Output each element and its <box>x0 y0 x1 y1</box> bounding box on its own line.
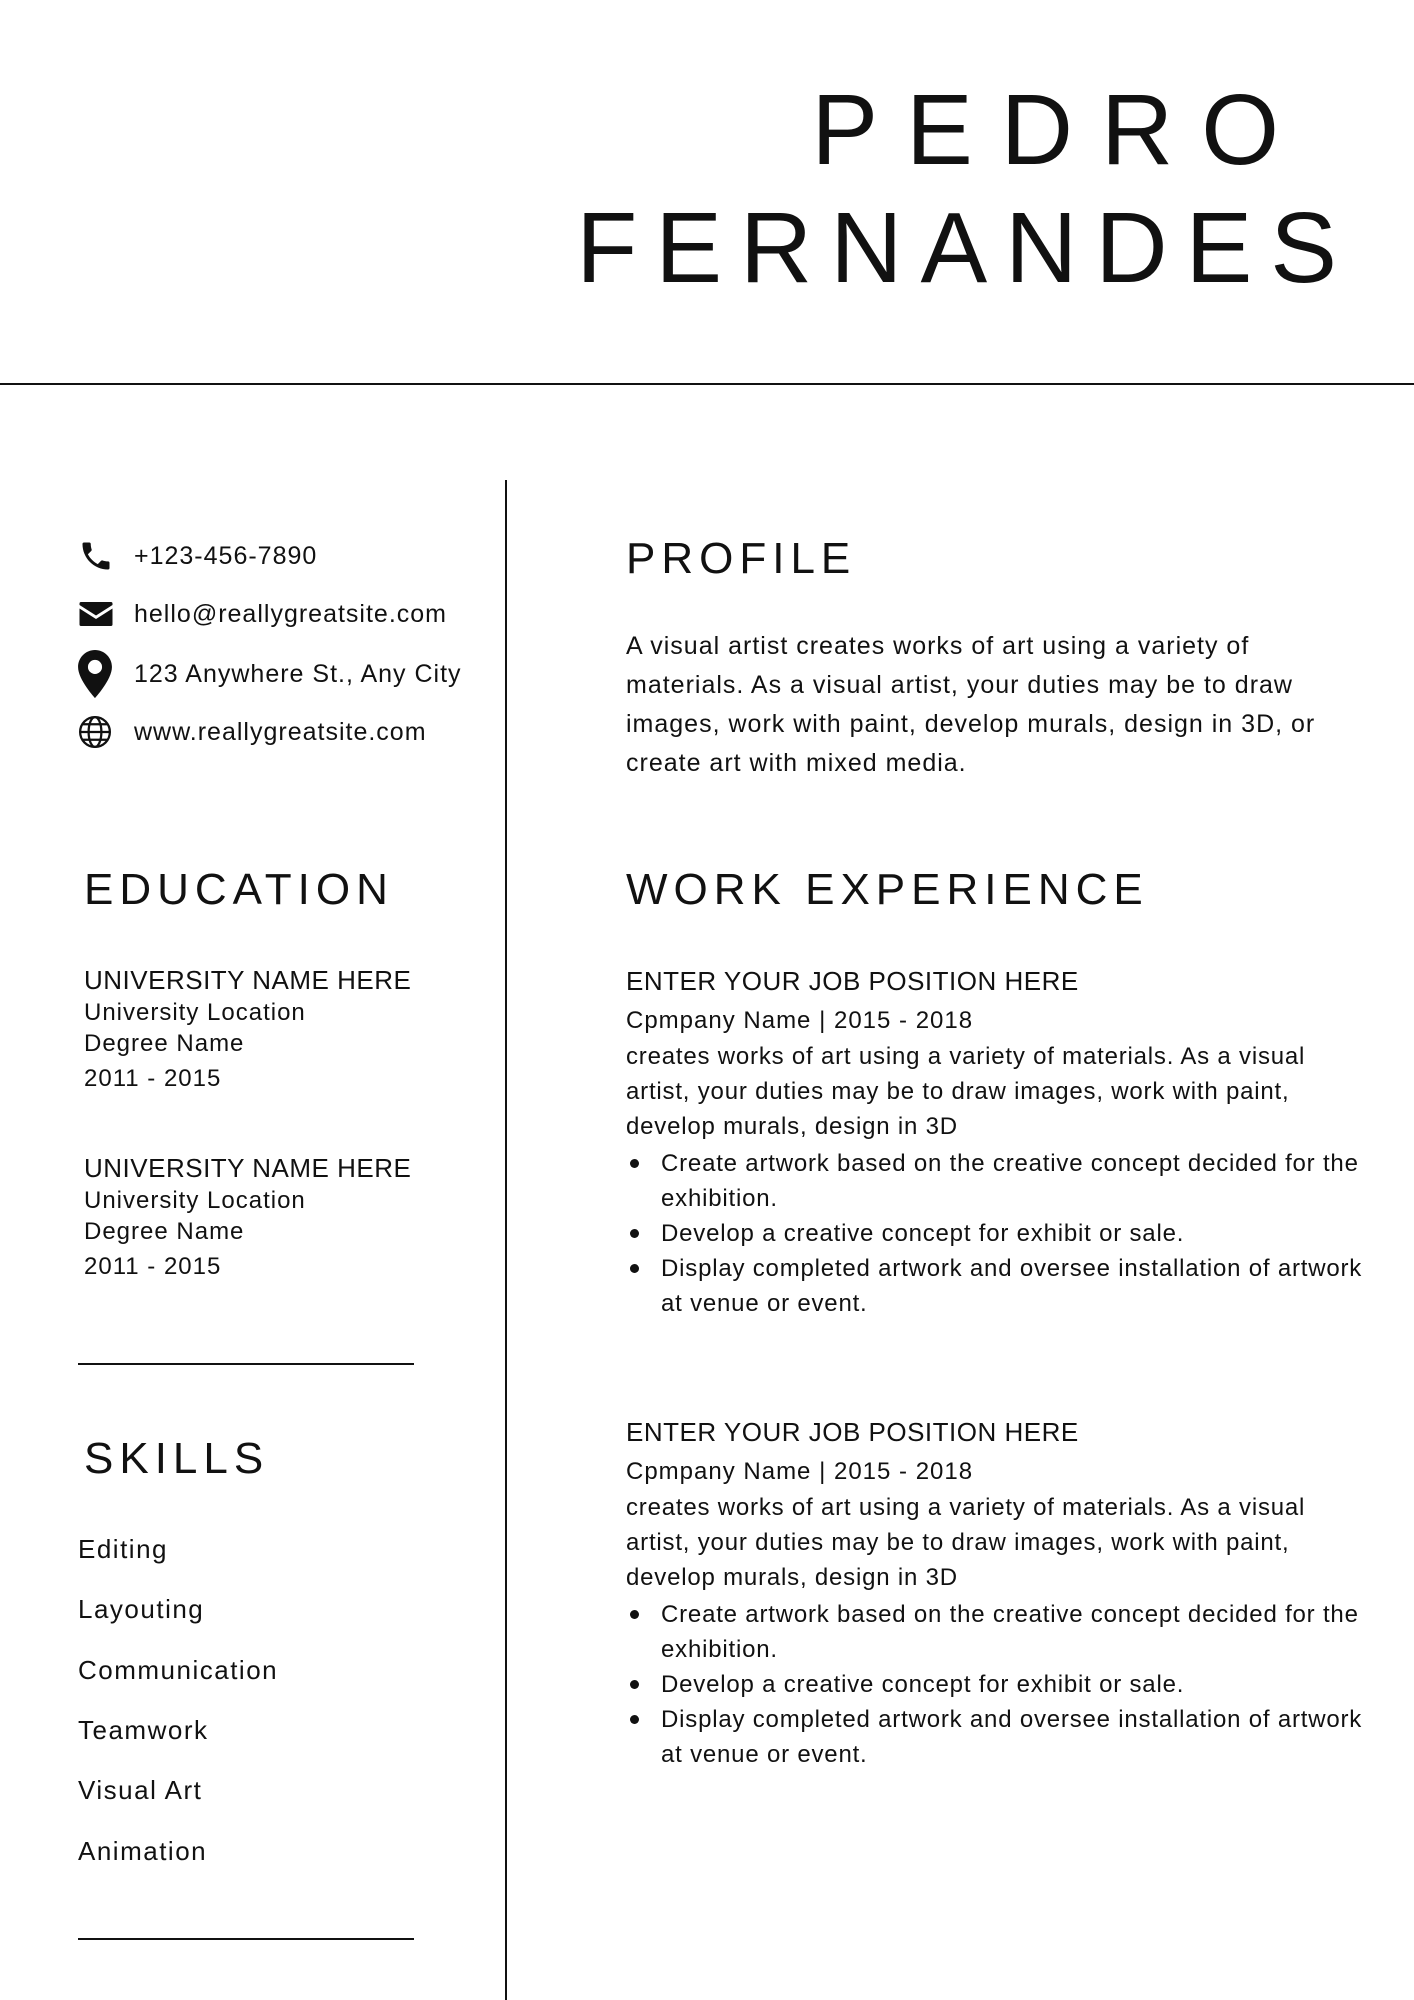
phone-number: +123-456-7890 <box>134 541 318 570</box>
skills-heading: SKILLS <box>84 1434 270 1483</box>
skill-item: Teamwork <box>78 1715 209 1745</box>
degree-name: Degree Name <box>84 1218 245 1245</box>
job-bullet-text: Create artwork based on the creative concept decided for the exhibition. <box>661 1601 1359 1663</box>
last-name: FERNANDES <box>576 192 1355 304</box>
education-years: 2011 - 2015 <box>84 1065 222 1092</box>
skill-item: Communication <box>78 1655 279 1685</box>
first-name: PEDRO <box>811 74 1307 186</box>
bullet-dot-icon <box>630 1610 639 1619</box>
job-bullet <box>626 1667 1366 1702</box>
bullet-dot-icon <box>630 1715 639 1724</box>
job-bullet-text: Develop a creative concept for exhibit or sale. <box>661 1671 1185 1698</box>
email-address: hello@reallygreatsite.com <box>134 599 448 628</box>
job-company: Cpmpany Name | 2015 - 2018 <box>626 1007 974 1034</box>
job-bullet-list <box>626 1146 1366 1321</box>
job-bullet-list <box>626 1597 1366 1772</box>
bullet-dot-icon <box>630 1680 639 1689</box>
degree-name: Degree Name <box>84 1030 245 1057</box>
bullet-dot-icon <box>630 1264 639 1273</box>
job-description: creates works of art using a variety of materials. As a visual artist, your duties may be to draw images, work with paint, develop murals, design in 3D <box>626 1494 1306 1591</box>
job-bullet <box>626 1251 1366 1321</box>
job-title: ENTER YOUR JOB POSITION HERE <box>626 1417 1079 1447</box>
profile-heading: PROFILE <box>626 534 857 583</box>
job-bullet <box>626 1702 1366 1772</box>
location-pin-icon <box>78 653 120 695</box>
profile-text: A visual artist creates works of art using a variety of materials. As a visual artist, your duties may be to draw images, work with paint, develop murals, design in 3D, or create art with mixed media. <box>626 632 1316 777</box>
job-entry <box>626 1414 1366 1772</box>
job-company: Cpmpany Name | 2015 - 2018 <box>626 1458 974 1485</box>
contact-email <box>78 590 447 638</box>
bullet-dot-icon <box>630 1229 639 1238</box>
education-heading: EDUCATION <box>84 865 394 914</box>
university-location: University Location <box>84 999 306 1026</box>
contact-phone <box>78 532 317 580</box>
job-title: ENTER YOUR JOB POSITION HERE <box>626 966 1079 996</box>
education-divider <box>78 1363 414 1365</box>
skill-item: Layouting <box>78 1594 205 1624</box>
education-years: 2011 - 2015 <box>84 1253 222 1280</box>
street-address: 123 Anywhere St., Any City <box>134 659 462 688</box>
globe-icon <box>78 711 120 753</box>
university-location: University Location <box>84 1187 306 1214</box>
bullet-dot-icon <box>630 1159 639 1168</box>
job-bullet <box>626 1216 1366 1251</box>
contact-website <box>78 708 427 756</box>
education-entry <box>84 963 411 1096</box>
phone-icon <box>78 535 120 577</box>
job-bullet-text: Develop a creative concept for exhibit or sale. <box>661 1220 1185 1247</box>
mail-icon <box>78 593 120 635</box>
skill-item: Visual Art <box>78 1775 203 1805</box>
university-name: UNIVERSITY NAME HERE <box>84 965 412 995</box>
job-entry <box>626 963 1366 1321</box>
university-name: UNIVERSITY NAME HERE <box>84 1153 412 1183</box>
job-bullet-text: Display completed artwork and oversee installation of artwork at venue or event. <box>661 1706 1363 1768</box>
website-url: www.reallygreatsite.com <box>134 717 427 746</box>
skill-item: Editing <box>78 1534 168 1564</box>
contact-address <box>78 650 462 698</box>
job-bullet <box>626 1597 1366 1667</box>
job-description: creates works of art using a variety of materials. As a visual artist, your duties may be to draw images, work with paint, develop murals, design in 3D <box>626 1043 1306 1140</box>
skills-divider <box>78 1938 414 1940</box>
column-divider <box>505 480 507 2000</box>
job-bullet <box>626 1146 1366 1216</box>
job-bullet-text: Display completed artwork and oversee installation of artwork at venue or event. <box>661 1255 1363 1317</box>
education-entry <box>84 1151 411 1284</box>
skill-item: Animation <box>78 1836 208 1866</box>
work-experience-heading: WORK EXPERIENCE <box>626 865 1149 914</box>
header-divider <box>0 383 1414 385</box>
job-bullet-text: Create artwork based on the creative concept decided for the exhibition. <box>661 1150 1359 1212</box>
